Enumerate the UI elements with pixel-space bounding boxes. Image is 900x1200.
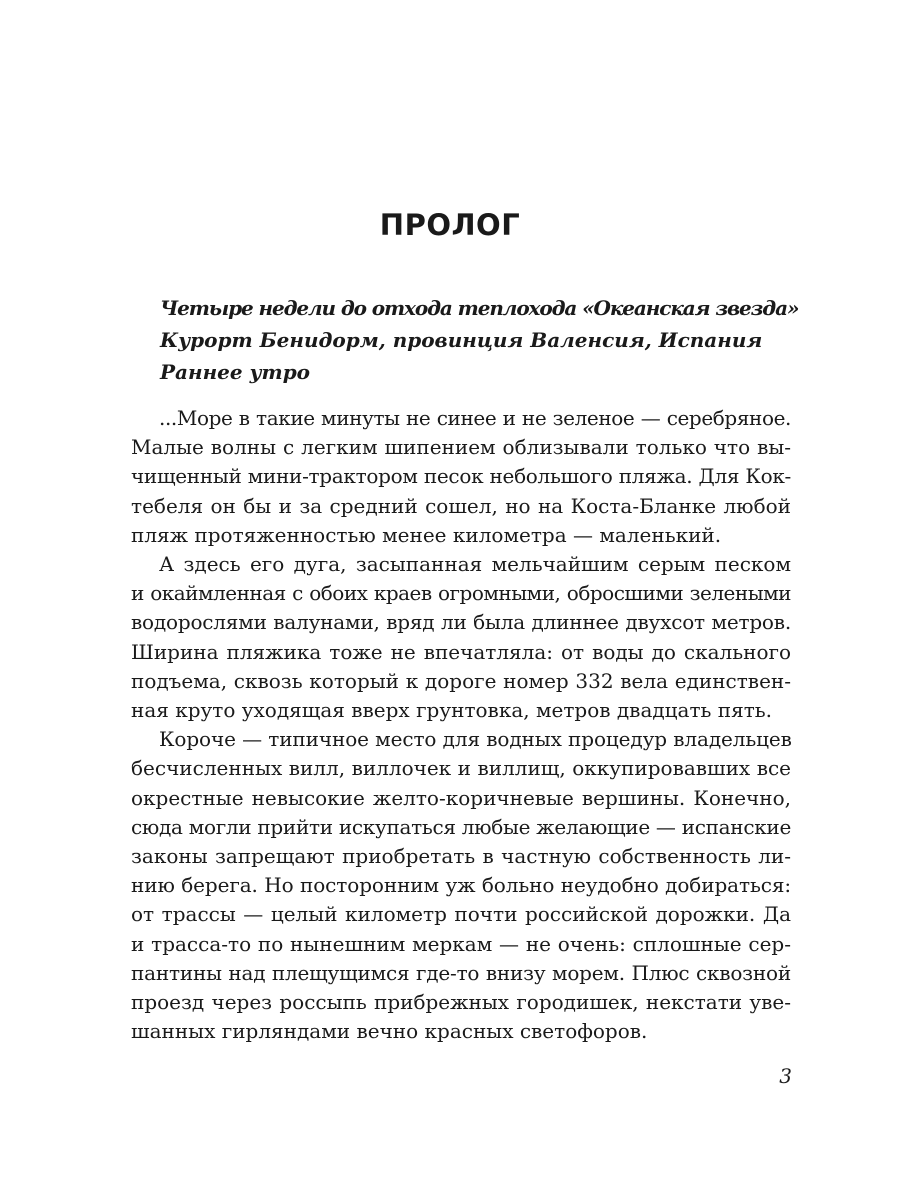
text-line: законы запрещают приобретать в частную собственность ли- xyxy=(131,844,791,869)
text-line: сюда могли прийти искупаться любые желающие — испанские xyxy=(131,814,791,839)
text-line: тебеля он бы и за средний сошел, но на Коста-Бланке любой xyxy=(131,493,791,518)
text-line: шанных гирляндами вечно красных светофоров. xyxy=(131,1019,648,1044)
epigraph-line: Раннее утро xyxy=(160,360,311,384)
text-line: нию берега. Но посторонним уж больно неудобно добираться: xyxy=(131,873,791,898)
text-line: пляж протяженностью менее километра — маленький. xyxy=(131,522,722,547)
text-line: Короче — типичное место для водных процедур владельцев xyxy=(159,727,792,752)
epigraph-line: Четыре недели до отхода теплохода «Океанская звезда» xyxy=(160,296,799,320)
text-line: ная круто уходящая вверх грунтовка, метров двадцать пять. xyxy=(131,698,773,723)
text-line: окрестные невысокие желто-коричневые вершины. Конечно, xyxy=(131,785,791,810)
text-line: проезд через россыпь прибрежных городишек, некстати уве- xyxy=(131,990,791,1015)
text-line: бесчисленных вилл, виллочек и виллищ, оккупировавших все xyxy=(131,756,791,781)
text-line: и трасса-то по нынешним меркам — не очень: сплошные сер- xyxy=(131,931,791,956)
text-line: Ширина пляжика тоже не впечатляла: от воды до скального xyxy=(131,639,791,664)
text-line: Малые волны с легким шипением облизывали только что вы- xyxy=(131,435,791,460)
text-line: А здесь его дуга, засыпанная мельчайшим серым песком xyxy=(159,552,791,577)
chapter-title: ПРОЛОГ xyxy=(379,208,521,242)
text-line: подъема, сквозь который к дороге номер 332 вела единствен- xyxy=(131,668,791,693)
text-line: водорослями валунами, вряд ли была длиннее двухсот метров. xyxy=(131,610,791,635)
paragraph xyxy=(131,404,791,550)
text-line: чищенный мини-трактором песок небольшого пляжа. Для Кок- xyxy=(131,464,791,489)
text-line: и окаймленная с обоих краев огромными, обросшими зелеными xyxy=(131,581,791,606)
text-line: ...Море в такие минуты не синее и не зеленое — серебряное. xyxy=(159,406,791,430)
text-line: от трассы — целый километр почти российской дорожки. Да xyxy=(131,902,791,927)
page-number: 3 xyxy=(779,1064,792,1088)
epigraph-line: Курорт Бенидорм, провинция Валенсия, Испания xyxy=(160,328,763,352)
epigraph xyxy=(160,292,800,388)
body-text xyxy=(131,404,791,1046)
paragraph xyxy=(131,725,791,1046)
paragraph xyxy=(131,550,791,725)
text-line: пантины над плещущимся где-то внизу морем. Плюс сквозной xyxy=(131,960,791,985)
